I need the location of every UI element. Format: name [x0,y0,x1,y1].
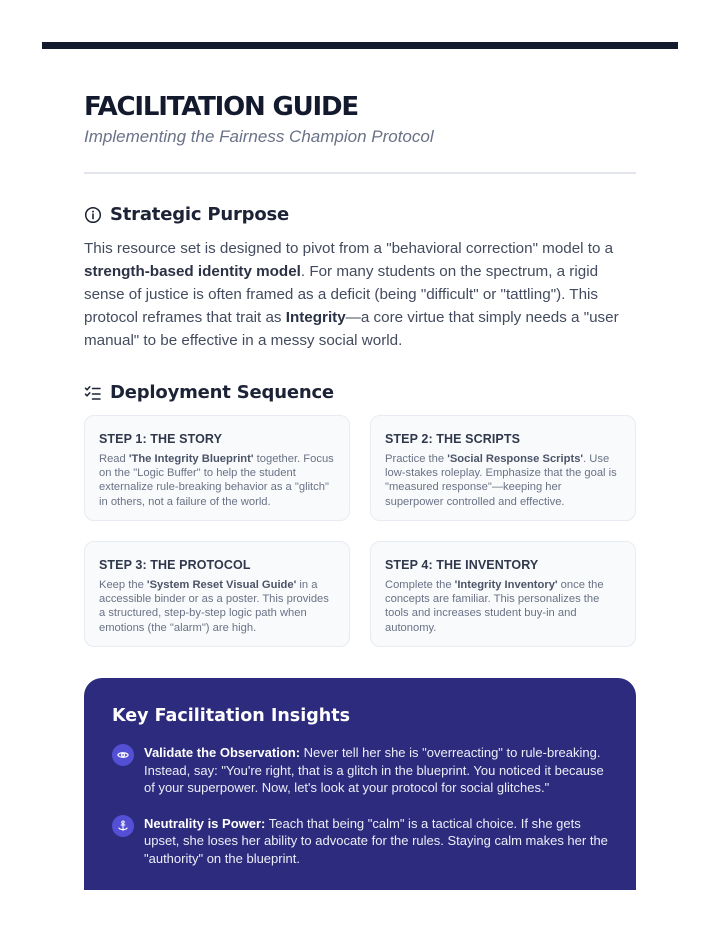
step-card [370,415,636,521]
step-text: once the concepts are familiar. This personalizes the tools and increases student buy-in and autonomy. [385,579,604,634]
purpose-emphasis-1: strength-based identity model [84,263,301,280]
step-text: Complete the [385,579,455,591]
page-subtitle: Implementing the Fairness Champion Protocol [84,127,434,146]
insights-heading: Key Facilitation Insights [112,706,350,726]
header-divider [84,172,636,174]
step-text: in a accessible binder or as a poster. This provides a structured, step-by-step logic path when emotions (the "alarm") are high. [99,579,329,634]
purpose-paragraph [84,237,636,352]
step-description [385,578,621,635]
insight-item [112,744,608,797]
step-title: STEP 1: THE STORY [99,432,223,446]
step-card [370,541,636,647]
page-title: FACILITATION GUIDE [84,92,358,122]
purpose-text-2: . For many students on the spectrum, a rigid sense of justice is often framed as a deficit (being "difficult" or "tattling"). This protocol reframes that trait as [84,263,599,326]
insight-text [144,815,608,868]
step-card [84,541,350,647]
step-title: STEP 3: THE PROTOCOL [99,558,251,572]
section-heading-text: Strategic Purpose [110,204,290,225]
insight-title: Neutrality is Power: [144,815,266,831]
step-text: Read [99,453,129,465]
step-title: STEP 2: THE SCRIPTS [385,432,521,446]
purpose-text-3: —a core virtue that simply needs a "user manual" to be effective in a messy social world. [84,309,619,349]
purpose-text-1: This resource set is designed to pivot from a "behavioral correction" model to a [84,240,614,257]
purpose-emphasis-2: Integrity [285,309,346,326]
insights-panel [84,678,636,890]
deployment-sequence-heading [84,382,636,403]
step-card [84,415,350,521]
insight-title: Validate the Observation: [144,745,301,760]
step-resource-name: 'System Reset Visual Guide' [146,579,297,591]
eye-icon [112,744,134,766]
top-accent-bar [42,42,678,49]
step-resource-name: 'The Integrity Blueprint' [128,453,254,465]
step-cards-grid [84,415,636,647]
insight-body: Teach that being "calm" is a tactical choice. If she gets upset, she loses her ability to advocate for the rules. Staying calm makes her the "authority" on the blueprint. [144,815,608,866]
section-heading-text: Deployment Sequence [110,382,334,403]
document-page [84,90,636,647]
info-circle-icon [84,206,102,224]
step-resource-name: 'Integrity Inventory' [454,579,558,591]
step-description [99,578,335,635]
step-description [385,452,621,509]
step-text: together. Focus on the "Logic Buffer" to help the student externalize rule-breaking behavior as a "glitch" in others, not a failure of the world. [99,453,334,508]
step-text: Keep the [99,579,147,591]
insight-item [112,815,608,868]
anchor-icon [112,815,134,837]
strategic-purpose-heading [84,204,636,225]
step-description [99,452,335,509]
step-title: STEP 4: THE INVENTORY [385,558,539,572]
checklist-icon [84,384,102,402]
insight-text [144,744,608,797]
step-text: . Use low-stakes roleplay. Emphasize that the goal is "measured response"—keeping her superpower controlled and effective. [385,453,617,508]
insight-body: Never tell her she is "overreacting" to rule-breaking. Instead, say: "You're right, that is a glitch in the blueprint. You noticed it because of your superpower. Now, let's look at your protocol for social glitches." [144,745,604,795]
step-text: Practice the [385,453,448,465]
step-resource-name: 'Social Response Scripts' [447,453,584,465]
